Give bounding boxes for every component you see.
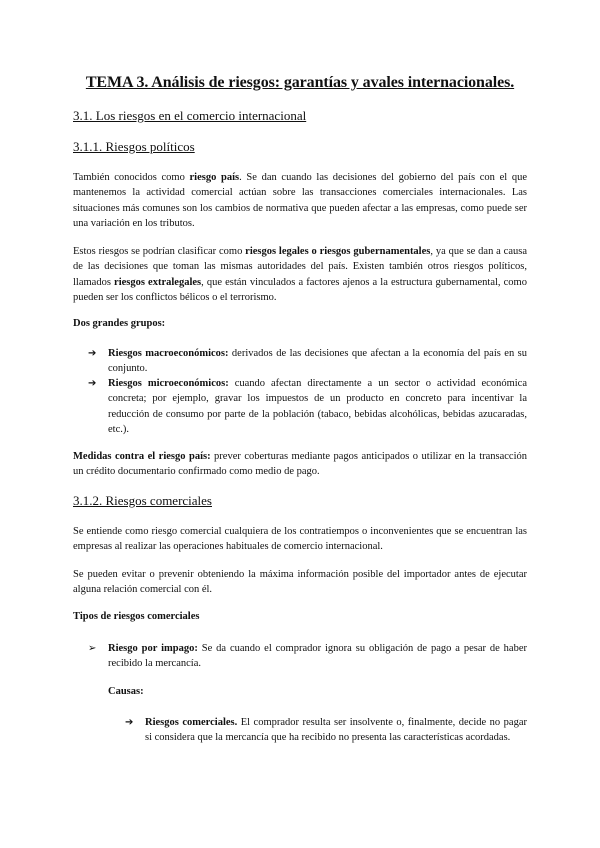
paragraph-prevention: Se pueden evitar o prevenir obteniendo la máxima información posible del importador antes de ejecutar alguna relación comercial con él. <box>73 569 527 596</box>
text-run: cuando afectan directamente a un sector o actividad económica concreta; por ejemplo, gravar los impuestos de un producto en concreto para incentivar la reducción de consumo por parte de la población (tabaco, bebidas alcohólicas, bebidas azucaradas, etc.). <box>108 378 527 435</box>
bold-term: Riesgos macroeconómicos: <box>108 348 229 359</box>
text-run: El comprador resulta ser insolvente o, finalmente, decide no pagar si considera que la mercancía que ha recibido no presenta las características acordadas. <box>145 717 527 744</box>
bold-term: riesgo país <box>189 172 240 183</box>
text-run: Se da cuando el comprador ignora su obligación de pago a pesar de haber recibido la mercancía. <box>108 643 528 670</box>
paragraph-measures <box>73 449 527 480</box>
text-run: , ya que se dan a causa de las decisiones que toman las mismas autoridades del país. Existen también otros riesgos políticos, llamados <box>73 246 527 288</box>
section-heading-3-1-2: 3.1.2. Riesgos comerciales <box>73 493 212 508</box>
section-heading-3-1: 3.1. Los riesgos en el comercio internacional <box>73 108 307 123</box>
arrow-icon: ➔ <box>125 717 134 728</box>
bold-term: Riesgos microeconómicos: <box>108 378 229 389</box>
list-item-cause-commercial <box>125 715 527 746</box>
types-label: Tipos de riesgos comerciales <box>73 611 200 622</box>
paragraph-commercial-risk: Se entiende como riesgo comercial cualquiera de los contratiempos o inconvenientes que se encuentran las empresas al realizar las operaciones habituales de comercio internacional. <box>73 526 527 553</box>
text-run: derivados de las decisiones que afectan a la economía del país en su conjunto. <box>108 348 528 375</box>
section-heading-3-1-1: 3.1.1. Riesgos políticos <box>73 139 195 154</box>
bold-term: riesgos legales o riesgos gubernamentales <box>245 246 431 257</box>
text-run: . Se dan cuando las decisiones del gobierno del país con el que mantenemos la actividad comercial actúan sobre las transacciones comerciales internacionales. Las situaciones más comunes son los cambios de normativa que pueden afectar a las empresas, como puede ser una variación en los tributos. <box>73 172 527 229</box>
causes-label: Causas: <box>108 686 144 697</box>
list-item-macro <box>88 346 528 377</box>
groups-label: Dos grandes grupos: <box>73 318 166 329</box>
arrow-icon: ➔ <box>88 378 97 389</box>
bold-term: Medidas contra el riesgo país: <box>73 451 211 462</box>
paragraph-political-risk <box>73 170 527 231</box>
document-title: TEMA 3. Análisis de riesgos: garantías y avales internacionales. <box>85 74 515 91</box>
paragraph-risk-classification <box>73 244 527 305</box>
bold-term: Riesgo por impago: <box>108 643 198 654</box>
text-run: Estos riesgos se podrían clasificar como <box>73 246 246 257</box>
text-run: prever coberturas mediante pagos anticipados o utilizar en la transacción un crédito documentario confirmado como medio de pago. <box>73 451 528 478</box>
list-item-micro <box>88 376 527 437</box>
list-item-impago <box>88 641 528 672</box>
arrow-icon: ➔ <box>88 348 97 359</box>
arrowhead-icon: ➢ <box>88 643 97 654</box>
bold-term: Riesgos comerciales. <box>145 717 238 728</box>
text-run: También conocidos como <box>73 172 190 183</box>
bold-term: riesgos extralegales <box>114 276 202 288</box>
text-run: , que están vinculados a factores ajenos a la estructura gubernamental, como pueden ser los conflictos bélicos o el terrorismo. <box>73 276 527 303</box>
